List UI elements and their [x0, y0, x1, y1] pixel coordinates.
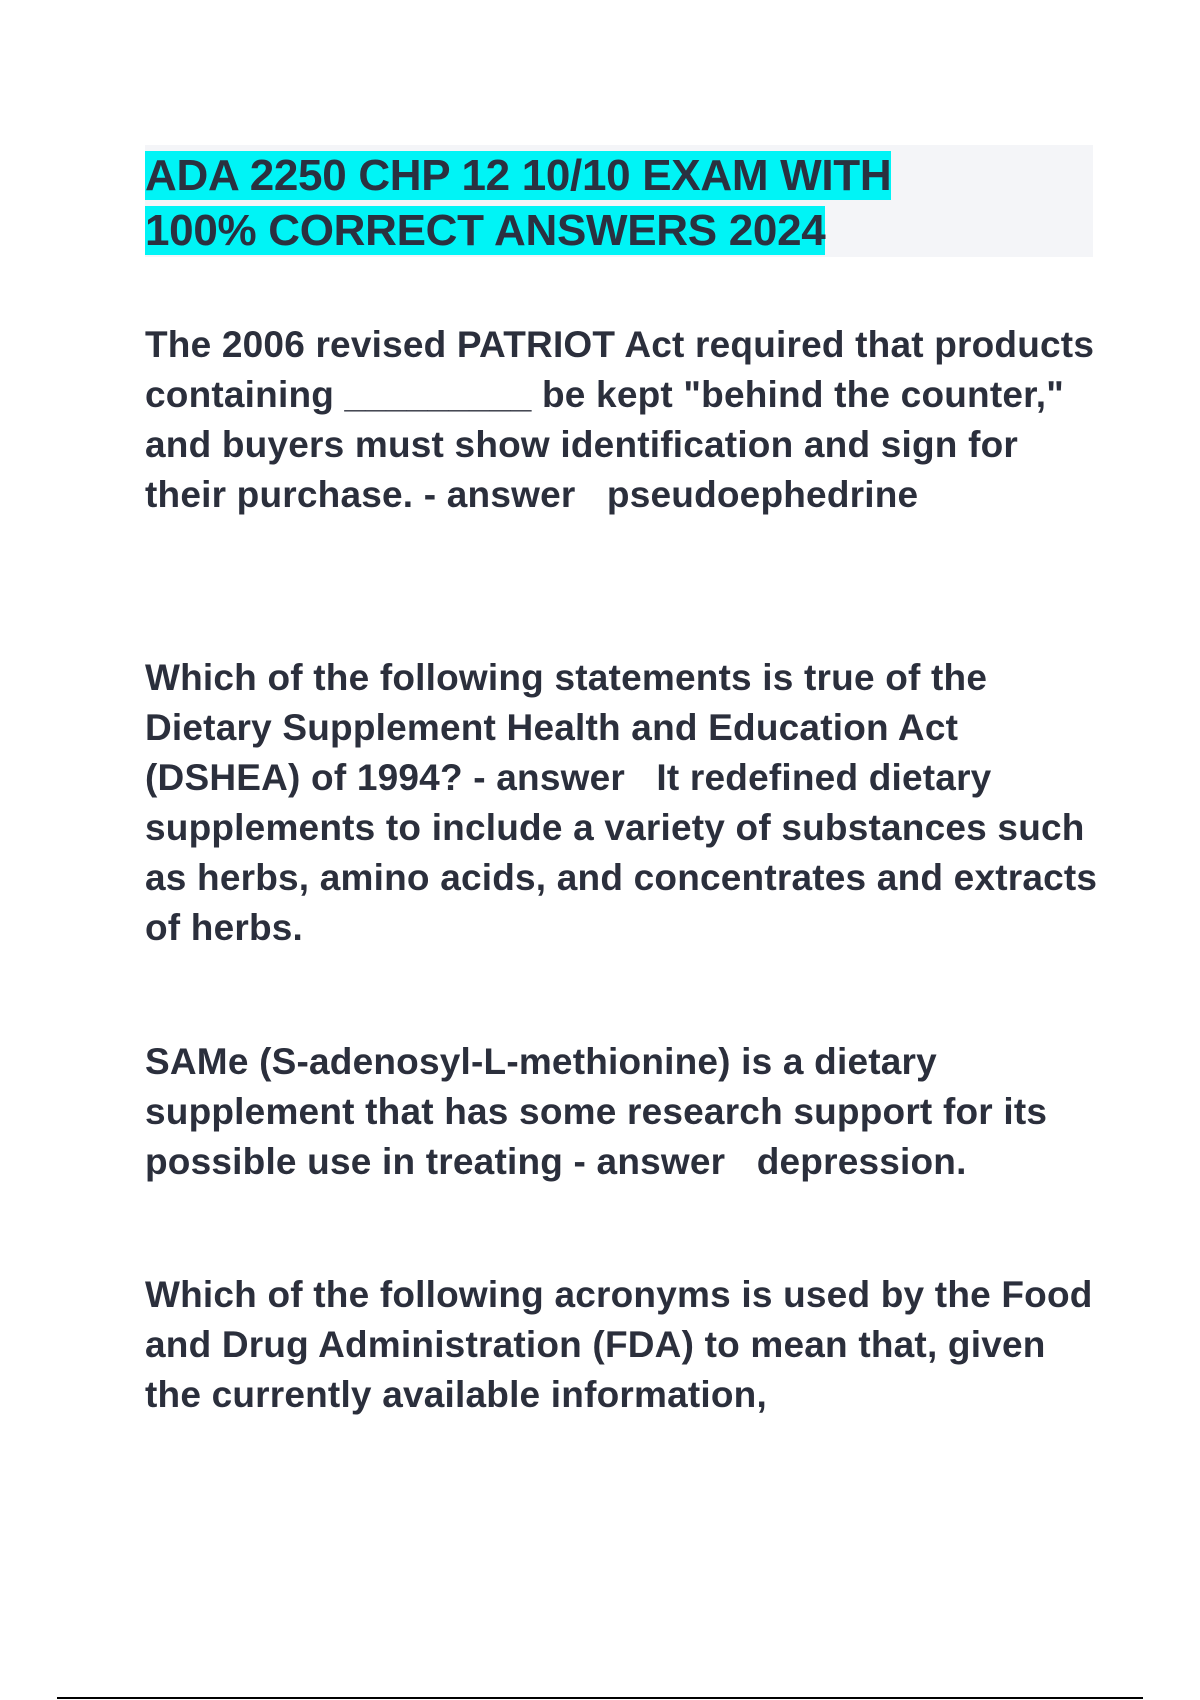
answer-separator: - answer — [563, 1141, 736, 1182]
title-line-1: ADA 2250 CHP 12 10/10 EXAM WITH — [145, 151, 892, 200]
page-bottom-divider — [57, 1697, 1143, 1699]
question-answer-1 — [145, 320, 1105, 520]
question-answer-3 — [145, 1037, 1105, 1187]
question-answer-4 — [145, 1270, 1105, 1420]
question-answer-2 — [145, 653, 1105, 953]
question-text: SAMe (S-adenosyl-L-methionine) is a dietary supplement that has some research support for its possible use in treating — [145, 1041, 1048, 1182]
question-text: The 2006 revised PATRIOT Act required that products containing _________ be kept "behind the counter," and buyers must show identification and sign for their purchase. — [145, 324, 1095, 515]
answer-text: pseudoephedrine — [606, 474, 919, 515]
answer-separator: - answer — [413, 474, 586, 515]
answer-separator: - answer — [462, 757, 636, 798]
answer-text: It redefined dietary supplements to include a variety of substances such as herbs, amino acids, and concentrates and extracts of herbs. — [145, 757, 1098, 948]
question-text: Which of the following acronyms is used by the Food and Drug Administration (FDA) to mean that, given the currently available information, — [145, 1274, 1093, 1415]
title-line-2: 100% CORRECT ANSWERS 2024 — [145, 206, 826, 255]
answer-text: depression. — [756, 1141, 967, 1182]
question-text: Which of the following statements is true of the Dietary Supplement Health and Education Act (DSHEA) of 1994? — [145, 657, 988, 798]
document-title — [145, 148, 891, 258]
